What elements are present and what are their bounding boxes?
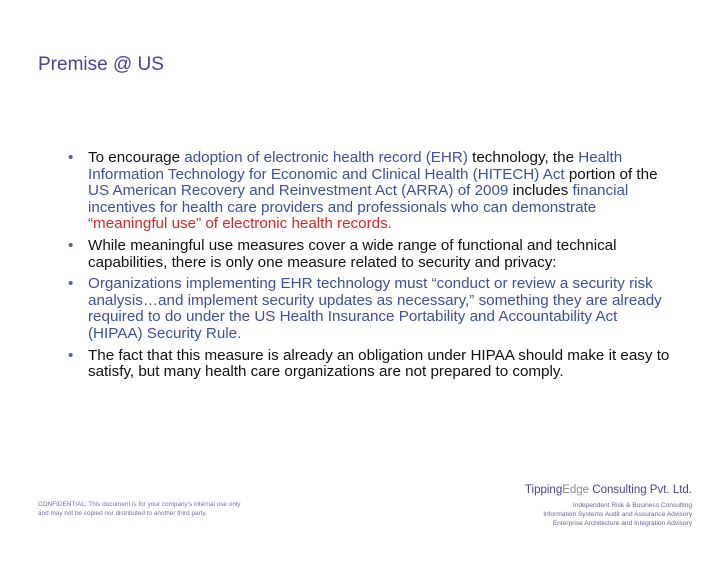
bullet-segment: portion of the xyxy=(564,165,658,183)
bullet-icon: • xyxy=(68,346,74,364)
tagline: Information Systems Audit and Assurance Advisory xyxy=(543,511,692,518)
tagline: Enterprise Architecture and Integration Advisory xyxy=(552,520,692,527)
bullet-text xyxy=(88,237,617,271)
confidentiality-notice xyxy=(38,500,241,519)
company-taglines xyxy=(525,501,692,528)
bullet-segment: To encourage xyxy=(88,149,185,166)
bullet-text xyxy=(88,275,662,342)
slide-title: Premise @ US xyxy=(38,54,164,75)
bullet-item xyxy=(60,276,672,342)
bullet-segment: technology, the xyxy=(467,149,579,166)
bullet-segment: something they are already required to do under the US Health Insurance Portability and Accountability Act (HIPAA) Security Rule. xyxy=(88,291,662,342)
bullet-item xyxy=(60,238,672,271)
company-block xyxy=(525,484,692,528)
company-name xyxy=(525,484,692,496)
bullet-segment: adoption of electronic health record (EHR) xyxy=(184,149,468,166)
bullet-icon: • xyxy=(68,236,74,254)
bullet-segment: includes xyxy=(508,182,573,200)
brand-edge: Edge xyxy=(562,484,590,496)
bullet-segment: US American Recovery and Reinvestment Act (ARRA) of 2009 xyxy=(88,182,509,200)
bullet-icon: • xyxy=(68,149,74,166)
bullet-item xyxy=(60,150,672,233)
bullet-icon: • xyxy=(68,275,74,293)
tagline: Independent Risk & Business Consulting xyxy=(572,502,692,509)
bullet-item xyxy=(60,348,672,381)
bullet-segment: While meaningful use measures cover a wide range of functional and technical capabilities, there is only one measure related to security and privacy: xyxy=(88,236,617,271)
bullet-text xyxy=(88,149,658,232)
bullet-text xyxy=(88,347,669,381)
confidentiality-line: CONFIDENTIAL: This document is for your company's internal use only xyxy=(38,501,241,508)
bullet-list xyxy=(60,150,672,386)
bullet-segment: The fact that this measure is already an obligation under HIPAA should make it easy to satisfy, but many health care organizations are not prepared to comply. xyxy=(88,346,670,381)
bullet-segment: financial incentives for health care providers and professionals who can demonstrate xyxy=(88,182,629,216)
bullet-segment: “meaningful use” of electronic health records. xyxy=(88,215,392,233)
brand-consulting: Consulting Pvt. Ltd. xyxy=(589,484,692,496)
confidentiality-line: and may not be copied nor distributed to another third party. xyxy=(38,510,207,518)
brand-tipping: Tipping xyxy=(524,484,563,496)
bullet-segment: Organizations implementing EHR technology must “conduct or review a security risk analysis…and implement security updates as necessary,” xyxy=(88,275,653,309)
bullet-segment: Health Information Technology for Economic and Clinical Health (HITECH) Act xyxy=(88,149,623,183)
